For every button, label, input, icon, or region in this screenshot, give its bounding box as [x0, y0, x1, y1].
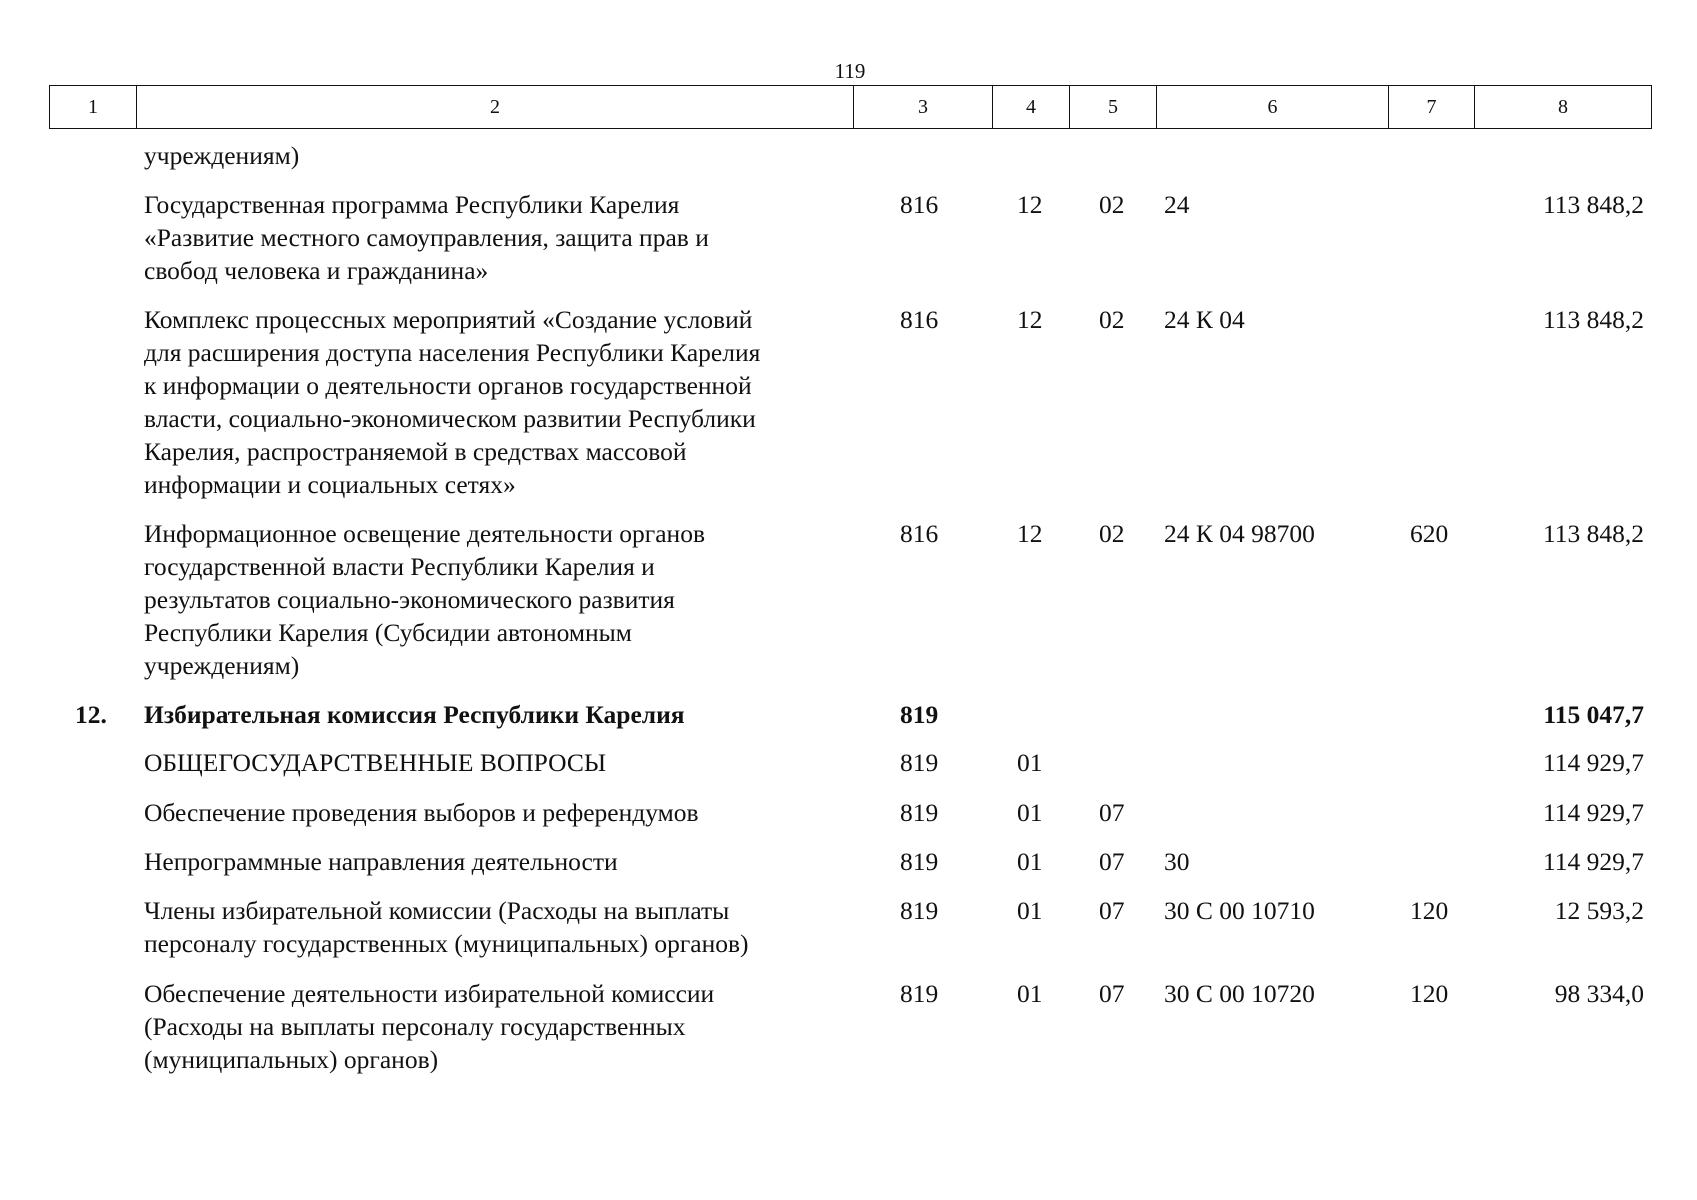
- cell-col-8: 98 334,0: [1554, 979, 1644, 1008]
- row-name: [144, 977, 864, 1076]
- page-number: 119: [834, 59, 866, 83]
- cell-col-3: 816: [900, 190, 939, 219]
- row-name-line: Информационное освещение деятельности органов: [144, 519, 705, 548]
- row-name: [144, 746, 864, 779]
- cell-col-8: 114 929,7: [1542, 847, 1644, 876]
- cell-col-4: 01: [1017, 798, 1043, 827]
- cell-col-5: 02: [1099, 190, 1125, 219]
- row-name: [144, 517, 864, 682]
- row-name-line: ОБЩЕГОСУДАРСТВЕННЫЕ ВОПРОСЫ: [144, 748, 607, 777]
- cell-col-4: 01: [1017, 847, 1043, 876]
- cell-col-7: 620: [1410, 519, 1449, 548]
- cell-col-6: 24: [1164, 190, 1190, 219]
- row-number: 12.: [75, 700, 107, 729]
- row-name: [144, 188, 864, 287]
- cell-col-8: 113 848,2: [1542, 519, 1644, 548]
- cell-col-3: 819: [900, 847, 939, 876]
- column-header-4: 4: [993, 86, 1070, 129]
- row-name-line: Карелия, распространяемой в средствах массовой: [144, 437, 687, 466]
- cell-col-7: 120: [1410, 896, 1449, 925]
- row-name: [144, 303, 864, 501]
- cell-col-4: 01: [1017, 896, 1043, 925]
- column-header-5: 5: [1070, 86, 1157, 129]
- cell-col-7: 120: [1410, 979, 1449, 1008]
- cell-col-6: 30 С 00 10710: [1164, 896, 1315, 925]
- row-name-line: «Развитие местного самоуправления, защита прав и: [144, 223, 709, 252]
- row-name-line: Избирательная комиссия Республики Карелия: [144, 700, 685, 729]
- cell-col-4: 12: [1017, 190, 1043, 219]
- cell-col-6: 30: [1164, 847, 1190, 876]
- column-header-1: 1: [50, 86, 137, 129]
- cell-col-3: 819: [900, 798, 939, 827]
- row-name: [144, 698, 864, 731]
- row-name-line: персоналу государственных (муниципальных) органов): [144, 929, 749, 958]
- cell-col-4: 12: [1017, 305, 1043, 334]
- column-header-6: 6: [1157, 86, 1389, 129]
- cell-col-8: 113 848,2: [1542, 305, 1644, 334]
- cell-col-3: 819: [900, 896, 939, 925]
- cell-col-3: 819: [900, 700, 939, 729]
- cell-col-8: 113 848,2: [1542, 190, 1644, 219]
- cell-col-8: 114 929,7: [1542, 798, 1644, 827]
- cell-col-5: 07: [1099, 798, 1125, 827]
- row-name-line: учреждениям): [144, 141, 300, 170]
- cell-col-5: 07: [1099, 847, 1125, 876]
- row-name-line: власти, социально-экономическом развитии Республики: [144, 404, 756, 433]
- cell-col-3: 819: [900, 748, 939, 777]
- cell-col-6: 30 С 00 10720: [1164, 979, 1315, 1008]
- row-name-line: к информации о деятельности органов государственной: [144, 371, 752, 400]
- column-header-3: 3: [854, 86, 993, 129]
- row-name-line: Непрограммные направления деятельности: [144, 847, 618, 876]
- column-header-2: 2: [137, 86, 854, 129]
- cell-col-4: 01: [1017, 979, 1043, 1008]
- row-name-line: Государственная программа Республики Карелия: [144, 190, 680, 219]
- cell-col-5: 07: [1099, 896, 1125, 925]
- row-name: [144, 894, 864, 960]
- column-header-8: 8: [1475, 86, 1652, 129]
- cell-col-3: 819: [900, 979, 939, 1008]
- cell-col-3: 816: [900, 305, 939, 334]
- row-name: [144, 139, 864, 172]
- column-header-7: 7: [1389, 86, 1475, 129]
- row-name-line: учреждениям): [144, 651, 300, 680]
- row-name-line: результатов социально-экономического развития: [144, 585, 675, 614]
- cell-col-4: 01: [1017, 748, 1043, 777]
- cell-col-5: 02: [1099, 519, 1125, 548]
- cell-col-5: 07: [1099, 979, 1125, 1008]
- cell-col-3: 816: [900, 519, 939, 548]
- row-name-line: государственной власти Республики Карелия и: [144, 552, 655, 581]
- row-name-line: Республики Карелия (Субсидии автономным: [144, 618, 632, 647]
- cell-col-5: 02: [1099, 305, 1125, 334]
- cell-col-6: 24 К 04 98700: [1164, 519, 1315, 548]
- row-name-line: для расширения доступа населения Республики Карелия: [144, 338, 761, 367]
- cell-col-8: 114 929,7: [1542, 748, 1644, 777]
- cell-col-4: 12: [1017, 519, 1043, 548]
- row-name-line: свобод человека и гражданина»: [144, 256, 489, 285]
- row-name-line: (Расходы на выплаты персоналу государственных: [144, 1012, 686, 1041]
- row-name-line: информации и социальных сетях»: [144, 470, 516, 499]
- cell-col-6: 24 К 04: [1164, 305, 1245, 334]
- cell-col-8: 115 047,7: [1543, 700, 1644, 729]
- row-name: [144, 796, 864, 829]
- row-name-line: Обеспечение проведения выборов и референдумов: [144, 798, 699, 827]
- row-name-line: Комплекс процессных мероприятий «Создание условий: [144, 305, 753, 334]
- row-name-line: Члены избирательной комиссии (Расходы на выплаты: [144, 896, 730, 925]
- cell-col-8: 12 593,2: [1554, 896, 1644, 925]
- row-name: [144, 845, 864, 878]
- row-name-line: Обеспечение деятельности избирательной комиссии: [144, 979, 715, 1008]
- row-name-line: (муниципальных) органов): [144, 1045, 439, 1074]
